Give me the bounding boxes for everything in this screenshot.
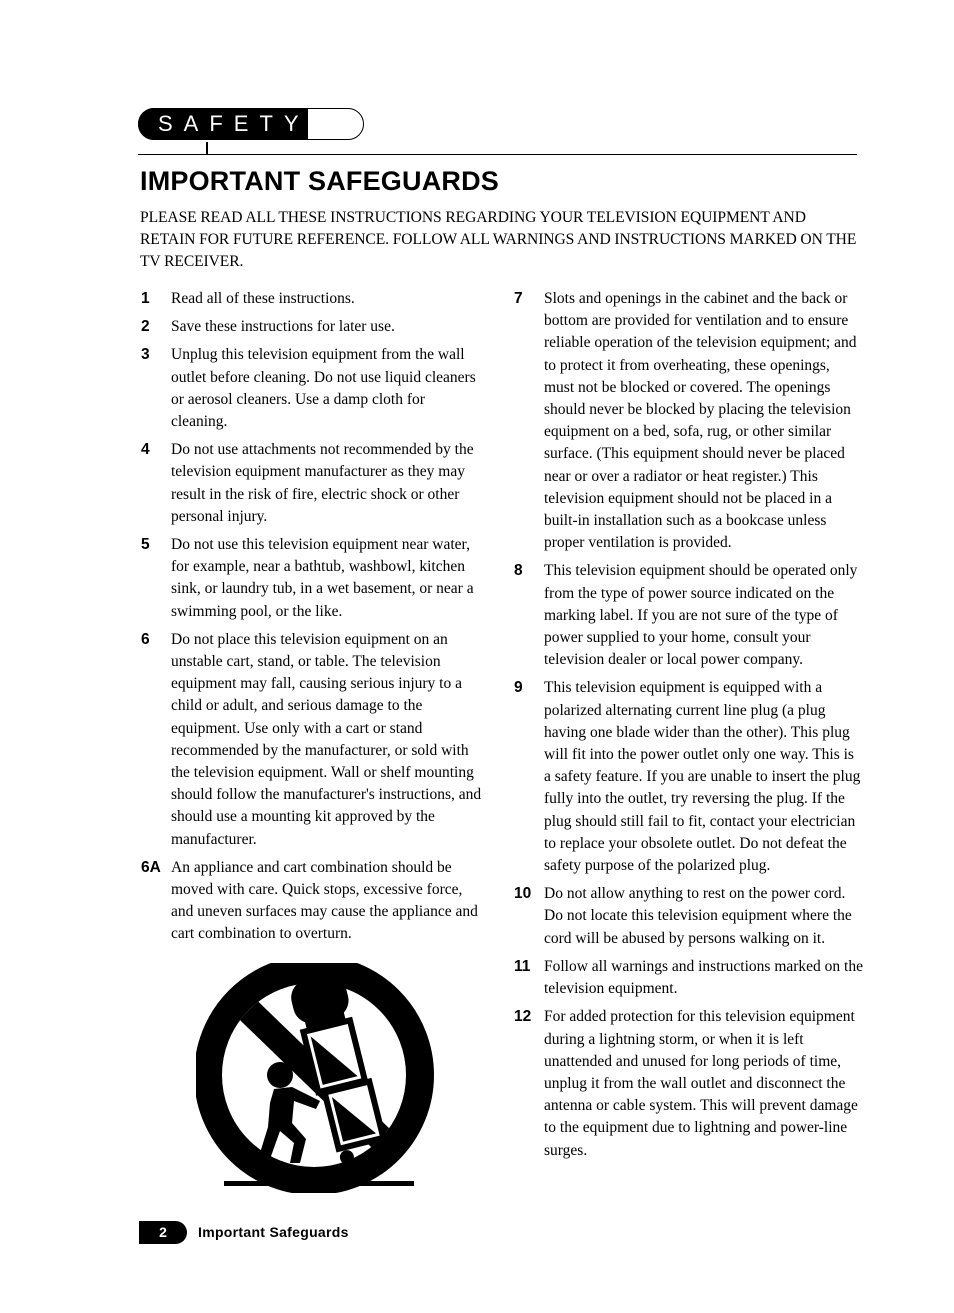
- item-text: Save these instructions for later use.: [171, 318, 395, 336]
- item-number: 6A: [141, 858, 161, 876]
- item-number: 2: [141, 318, 150, 336]
- list-item: [513, 956, 863, 1000]
- item-text: Slots and openings in the cabinet and the back or bottom are provided for ventilation and to ensure reliable operation of the television equipment; and to protect it from overheating, these openings, must not be blocked or covered. The openings should never be blocked by placing the television equipment on a bed, sofa, rug, or other similar surface. (This equipment should never be placed near or over a radiator or heat register.) This television equipment should not be placed in a built-in installation such as a bookcase unless proper ventilation is provided.: [544, 290, 857, 552]
- list-item: [140, 629, 485, 851]
- item-text: An appliance and cart combination should be moved with care. Quick stops, excessive force, and uneven surfaces may cause the appliance and cart combination to overturn.: [171, 858, 478, 943]
- page-title: IMPORTANT SAFEGUARDS: [140, 166, 499, 196]
- left-column: [140, 288, 485, 952]
- item-number: 12: [514, 1008, 532, 1026]
- list-item: [513, 883, 863, 950]
- list-item: [513, 288, 863, 554]
- item-text: Do not use attachments not recommended by the television equipment manufacturer as they may result in the risk of fire, electric shock or other personal injury.: [171, 441, 474, 525]
- item-text: This television equipment should be operated only from the type of power source indicated on the marking label. If you are not sure of the type of power supplied to your home, consult your television dealer or local power company.: [544, 562, 858, 669]
- item-number: 4: [141, 441, 150, 459]
- intro-paragraph: PLEASE READ ALL THESE INSTRUCTIONS REGARDING YOUR TELEVISION EQUIPMENT AND RETAIN FOR FUTURE REFERENCE. FOLLOW ALL WARNINGS AND INSTRUCTIONS MARKED ON THE TV RECEIVER.: [140, 209, 857, 270]
- item-text: Do not place this television equipment on an unstable cart, stand, or table. The television equipment may fall, causing serious injury to a child or adult, and serious damage to the equipment. Use only with a cart or stand recommended by the manufacturer, or sold with the television equipment. Wall or shelf mounting should follow the manufacturer's instructions, and should use a mounting kit approved by the manufacturer.: [171, 630, 482, 848]
- item-text: Unplug this television equipment from the wall outlet before cleaning. Do not use liquid cleaners or aerosol cleaners. Use a damp cloth for cleaning.: [171, 346, 476, 431]
- item-number: 11: [514, 957, 531, 975]
- list-item: [140, 288, 485, 310]
- list-item: [140, 857, 485, 946]
- header-rule: [138, 154, 857, 155]
- list-item: [140, 534, 485, 623]
- item-number: 7: [514, 290, 523, 307]
- list-item: [140, 439, 485, 528]
- item-number: 6: [141, 630, 150, 648]
- page-number: 2: [139, 1221, 187, 1244]
- item-text: Read all of these instructions.: [171, 290, 355, 307]
- list-item: [140, 316, 485, 338]
- item-number: 3: [141, 346, 150, 364]
- item-number: 5: [141, 536, 150, 554]
- item-number: 1: [141, 290, 150, 307]
- item-text: This television equipment is equipped with a polarized alternating current line plug (a plug having one blade wider than the other). This plug will fit into the power outlet only one way. This is a safety feature. If you are unable to insert the plug fully into the outlet, try reversing the plug. If the plug should still fail to fit, contact your electrician to replace your obsolete outlet. Do not defeat the safety purpose of the polarized plug.: [544, 679, 861, 875]
- right-column: [513, 288, 863, 1168]
- footer-section-title: Important Safeguards: [198, 1224, 349, 1240]
- item-number: 9: [514, 679, 523, 697]
- section-tab: [138, 108, 366, 142]
- list-item: [513, 677, 863, 877]
- item-text: For added protection for this television equipment during a lightning storm, or when it is left unattended and unused for long periods of time, unplug it from the wall outlet and disconnect the antenna or cable system. This will prevent damage to the equipment due to lightning and power-line surges.: [544, 1008, 858, 1159]
- item-number: 10: [514, 885, 532, 903]
- item-text: Do not allow anything to rest on the power cord. Do not locate this television equipment where the cord will be abused by persons walking on it.: [544, 885, 852, 947]
- item-text: Follow all warnings and instructions marked on the television equipment.: [544, 957, 863, 998]
- cart-tip-over-warning-icon: [196, 963, 440, 1193]
- item-text: Do not use this television equipment near water, for example, near a bathtub, washbowl, kitchen sink, or laundry tub, in a wet basement, or near a swimming pool, or the like.: [171, 536, 474, 620]
- section-tab-label: SAFETY: [158, 111, 310, 136]
- list-item: [513, 1006, 863, 1161]
- item-number: 8: [514, 562, 523, 580]
- list-item: [513, 560, 863, 671]
- list-item: [140, 344, 485, 433]
